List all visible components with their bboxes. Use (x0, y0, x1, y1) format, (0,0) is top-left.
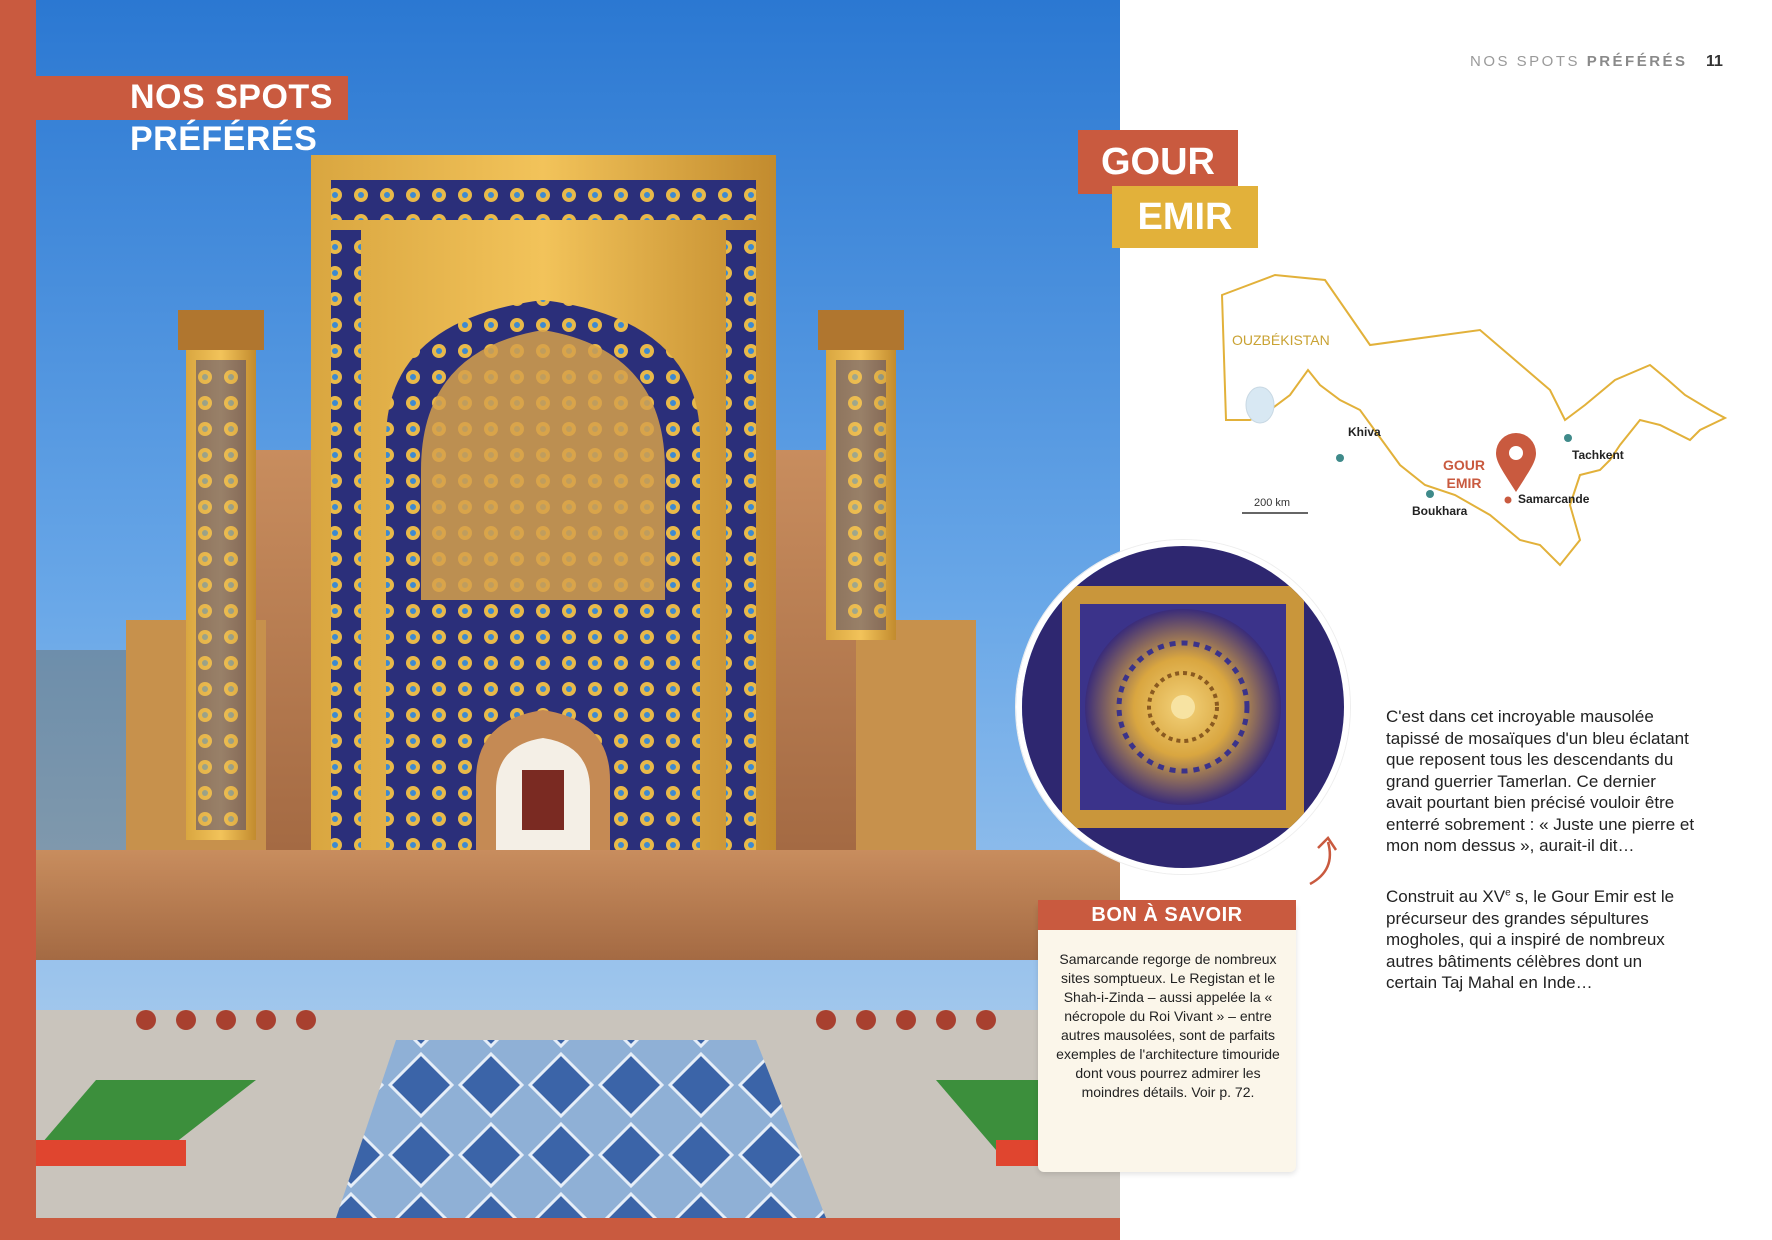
para2-superscript: e (1505, 887, 1511, 899)
page-title-line1: GOUR (1078, 130, 1238, 194)
body-paragraph-1: C'est dans cet incroyable mausolée tapissé de mosaïques d'un bleu éclatant que reposent tous les descendants du grand guerrier Tamerlan. Ce dernier avait pourtant bien précisé vouloir être enterré sobrement : « Juste une pierre et mon nom dessus », aurait-il dit… (1386, 707, 1695, 855)
city-dot-tachkent (1564, 434, 1572, 442)
section-label-line2: PRÉFÉRÉS (130, 120, 318, 158)
map-country-label: OUZBÉKISTAN (1232, 332, 1330, 348)
page-number: 11 (1706, 53, 1723, 70)
map-city-khiva: Khiva (1348, 425, 1381, 439)
curved-arrow-icon (1296, 830, 1356, 890)
gour-emir-main-photo (36, 0, 1120, 1218)
map-city-boukhara: Boukhara (1412, 504, 1468, 518)
map-highlight-line1: GOUR (1443, 457, 1485, 473)
city-dot-khiva (1336, 454, 1344, 462)
running-header (1470, 53, 1688, 70)
tip-card-text: Samarcande regorge de nombreux sites somptueux. Le Registan et le Shah-i-Zinda – aussi appelée la « nécropole du Roi Vivant » – entre autres mausolées, sont de parfaits exemples de l'architecture timouride dont vous pourrez admirer les moindres détails. Voir p. 72. (1056, 951, 1280, 1100)
ceiling-detail-photo (1016, 540, 1350, 874)
country-border (1222, 275, 1725, 565)
body-paragraph-2 (1386, 886, 1696, 994)
para2-start: Construit au XV (1386, 887, 1506, 906)
map-city-samarcande: Samarcande (1518, 492, 1590, 506)
running-header-part1: NOS SPOTS (1470, 53, 1587, 70)
map-highlight-line2: EMIR (1446, 475, 1482, 491)
map-city-tachkent: Tachkent (1572, 448, 1624, 462)
section-label-line1: NOS SPOTS (130, 78, 333, 116)
map-pin-icon (1496, 433, 1536, 492)
city-dot-boukhara (1426, 490, 1434, 498)
tip-card-title: BON À SAVOIR (1038, 900, 1296, 930)
map-scale-label: 200 km (1254, 497, 1291, 509)
running-header-part2: PRÉFÉRÉS (1586, 53, 1688, 70)
para2-end: s, le Gour Emir est le précurseur des grandes sépultures mogholes, qui a inspiré de nombreux autres bâtiments célèbres dont un certain Taj Mahal en Inde… (1386, 887, 1675, 992)
page-title-line2: EMIR (1112, 186, 1258, 248)
city-dot-samarcande (1505, 497, 1512, 504)
uzbekistan-map (1220, 270, 1760, 610)
